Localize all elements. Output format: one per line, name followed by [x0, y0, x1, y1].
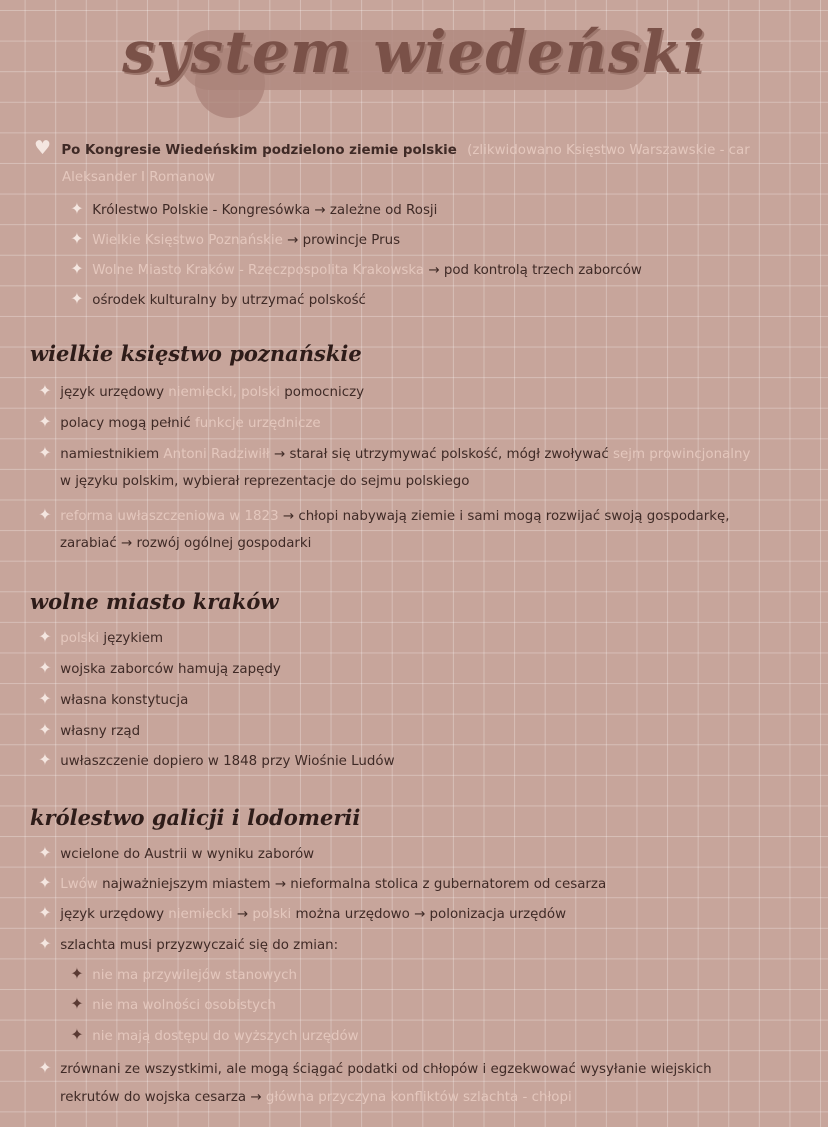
intro-item — [66, 289, 366, 308]
title-area — [0, 8, 828, 113]
text-highlight: polski — [60, 631, 100, 646]
intro-item-text: Królestwo Polskie - Kongresówka → zależne od Rosji — [92, 203, 438, 218]
intro-item — [66, 199, 437, 218]
sparkle-icon: ✦ — [38, 627, 52, 646]
list-item — [34, 443, 750, 462]
sparkle-icon: ✦ — [38, 689, 52, 708]
list-item — [34, 689, 188, 708]
text-highlight: główna przyczyna konfliktów szlachta - chłopi — [265, 1090, 572, 1105]
list-item-cont: zarabiać → rozwój ogólnej gospodarki — [60, 536, 312, 551]
sparkle-icon: ✦ — [70, 259, 84, 278]
text: zrównani ze wszystkimi, ale mogą ściągać podatki od chłopów i egzekwować wysyłanie wiejskich — [60, 1062, 712, 1077]
sparkle-icon: ✦ — [38, 505, 52, 524]
text-highlight: nie mają dostępu do wyższych urzędów — [92, 1029, 359, 1044]
text-highlight: nie ma wolności osobistych — [92, 998, 276, 1013]
text: → chłopi nabywają ziemie i sami mogą rozwijać swoją gospodarkę, — [282, 509, 730, 524]
sparkle-dark-icon: ✦ — [70, 964, 84, 983]
intro-item-text-2: → pod kontrolą trzech zaborców — [428, 263, 642, 278]
sparkle-icon: ✦ — [38, 873, 52, 892]
sparkle-dark-icon: ✦ — [70, 1025, 84, 1044]
intro-item-text: Wolne Miasto Kraków - Rzeczpospolita Krakowska — [92, 263, 425, 278]
list-item — [34, 934, 338, 953]
text-highlight: reforma uwłaszczeniowa w 1823 — [60, 509, 279, 524]
list-item — [34, 505, 730, 524]
list-item — [34, 1058, 712, 1077]
text: językiem — [103, 631, 164, 646]
sparkle-icon: ✦ — [38, 903, 52, 922]
list-item — [34, 903, 566, 922]
intro-line — [34, 137, 750, 159]
text-highlight: Lwów — [60, 877, 98, 892]
list-item — [34, 381, 364, 400]
intro-item-text: ośrodek kulturalny by utrzymać polskość — [92, 293, 366, 308]
list-item-cont — [60, 1090, 572, 1105]
sub-item — [66, 994, 276, 1013]
sparkle-icon: ✦ — [38, 412, 52, 431]
page-title: system wiedeński — [122, 18, 706, 86]
text: język urzędowy — [60, 385, 165, 400]
sparkle-icon: ✦ — [38, 750, 52, 769]
list-item — [34, 750, 395, 769]
sparkle-icon: ✦ — [38, 1058, 52, 1077]
text-highlight: Antoni Radziwiłł — [163, 447, 270, 462]
section-heading-poznan: wielkie księstwo poznańskie — [30, 341, 362, 366]
sub-item — [66, 1025, 359, 1044]
intro-text: Po Kongresie Wiedeńskim podzielono ziemie polskie — [61, 143, 457, 158]
list-item — [34, 720, 140, 739]
text: najważniejszym miastem → nieformalna stolica z gubernatorem od cesarza — [102, 877, 607, 892]
text-highlight: funkcje urzędnicze — [195, 416, 321, 431]
intro-note: (zlikwidowano Księstwo Warszawskie - car — [467, 143, 750, 158]
text: uwłaszczenie dopiero w 1848 przy Wiośnie Ludów — [60, 754, 395, 769]
text: rekrutów do wojska cesarza → — [60, 1090, 262, 1105]
intro-item-text: Wielkie Księstwo Poznańskie — [92, 233, 283, 248]
text: można urzędowo → polonizacja urzędów — [295, 907, 567, 922]
text: wcielone do Austrii w wyniku zaborów — [60, 847, 315, 862]
sparkle-icon: ✦ — [38, 443, 52, 462]
text-highlight: polski — [252, 907, 292, 922]
list-item — [34, 412, 321, 431]
text-highlight: sejm prowincjonalny — [613, 447, 751, 462]
sparkle-icon: ✦ — [38, 381, 52, 400]
list-item-cont: w języku polskim, wybierał reprezentacje do sejmu polskiego — [60, 474, 470, 489]
text: szlachta musi przyzwyczaić się do zmian: — [60, 938, 339, 953]
text: wojska zaborców hamują zapędy — [60, 662, 281, 677]
text: własny rząd — [60, 724, 141, 739]
intro-note-cont: Aleksander I Romanow — [62, 170, 216, 185]
list-item — [34, 658, 281, 677]
sparkle-icon: ✦ — [38, 934, 52, 953]
text-highlight: polski — [241, 385, 280, 400]
text: → starał się utrzymywać polskość, mógł zwoływać — [274, 447, 609, 462]
list-item — [34, 843, 314, 862]
text: polacy mogą pełnić — [60, 416, 191, 431]
sparkle-icon: ✦ — [38, 720, 52, 739]
text: → — [236, 907, 249, 922]
text-highlight: niemiecki, — [168, 385, 237, 400]
sparkle-icon: ✦ — [38, 658, 52, 677]
intro-item — [66, 259, 642, 278]
text: język urzędowy — [60, 907, 165, 922]
text-highlight: nie ma przywilejów stanowych — [92, 968, 298, 983]
sub-item — [66, 964, 297, 983]
section-heading-krakow: wolne miasto kraków — [30, 589, 279, 614]
text: pomocniczy — [284, 385, 365, 400]
list-item — [34, 627, 163, 646]
intro-item — [66, 229, 400, 248]
list-item — [34, 873, 606, 892]
sparkle-icon: ✦ — [70, 289, 84, 308]
sparkle-icon: ✦ — [70, 229, 84, 248]
heart-icon: ♥ — [34, 137, 52, 159]
section-heading-galicja: królestwo galicji i lodomerii — [30, 805, 361, 830]
text-highlight: niemiecki — [168, 907, 233, 922]
sparkle-icon: ✦ — [38, 843, 52, 862]
sparkle-icon: ✦ — [70, 199, 84, 218]
text: własna konstytucja — [60, 693, 189, 708]
sparkle-dark-icon: ✦ — [70, 994, 84, 1013]
intro-item-text-2: → prowincje Prus — [287, 233, 401, 248]
text: namiestnikiem — [60, 447, 160, 462]
